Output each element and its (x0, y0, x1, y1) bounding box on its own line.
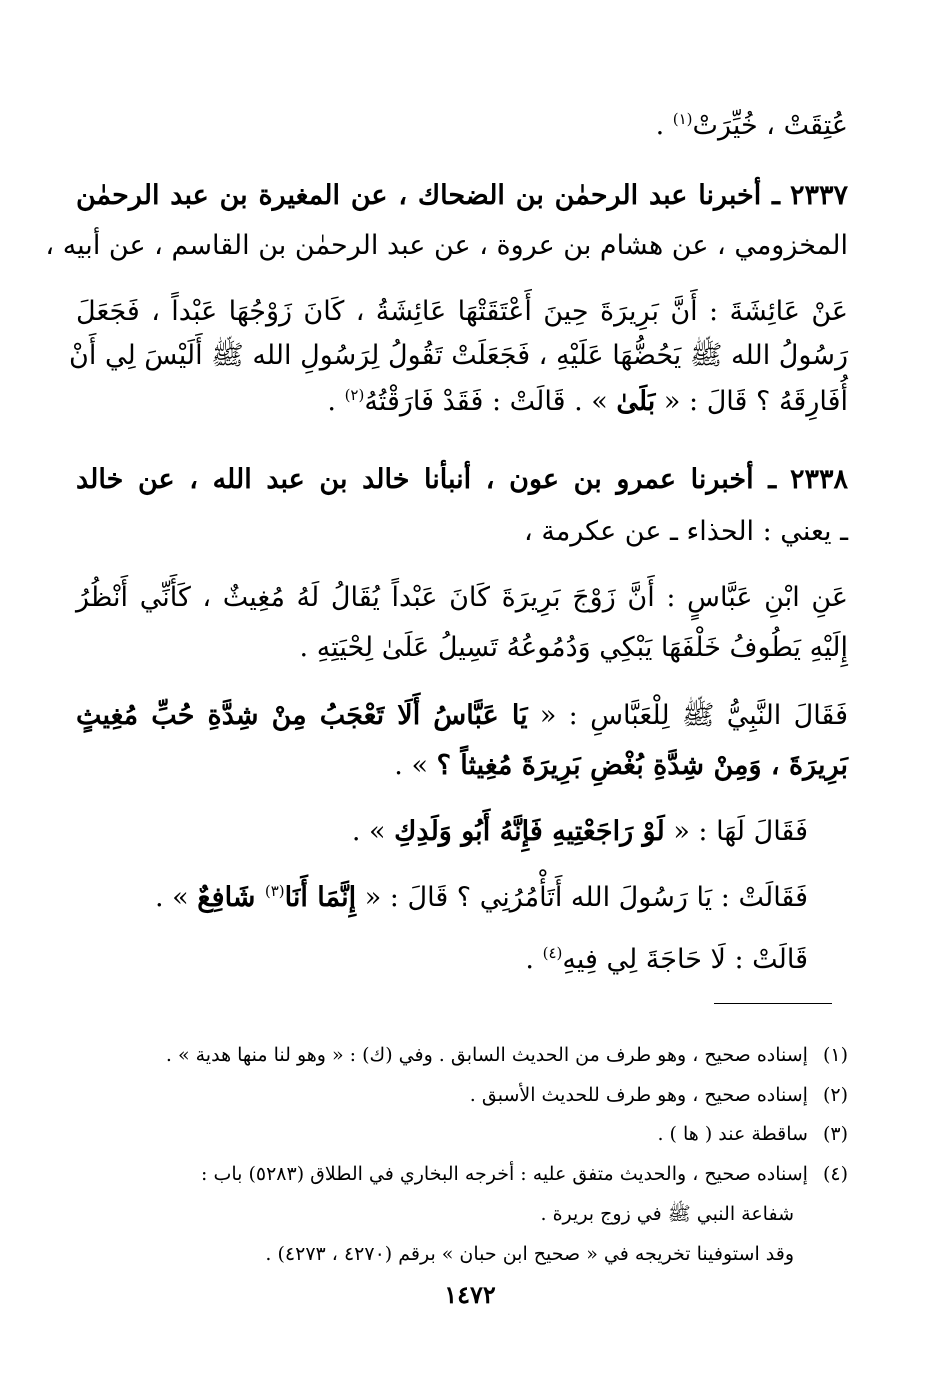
hadith-2337-isnad-line2: المخزومي ، عن هشام بن عروة ، عن عبد الرحمٰن بن القاسم ، عن أبيه ، (45, 230, 848, 261)
footnote-2: (٢) إسناده صحيح ، وهو طرف للحديث الأسبق . (469, 1084, 848, 1106)
page-number: ١٤٧٢ (444, 1280, 496, 1309)
hadith-number-2338: ٢٣٣٨ (789, 464, 848, 495)
hadith-2337-matn-line3: أُفَارِقَهُ ؟ قَالَ : « بَلَىٰ » . قَالَتْ : فَقَدْ فَارَقْتُهُ$^{(٢)}$ . (327, 386, 848, 417)
footnote-4-continuation-2: وقد استوفينا تخريجه في « صحيح ابن حبان » برقم (٤٢٧٠ ، ٤٢٧٣) . (265, 1243, 794, 1265)
hadith-2338-matn-line7: قَالَتْ : لَا حَاجَةَ لِي فِيهِ$^{(٤)}$ . (525, 944, 808, 975)
continuation-line: عُتِقَتْ ، خُيِّرَتْ$^{(١)}$ . (655, 110, 848, 141)
hadith-2338-isnad-line1: ٢٣٣٨ ـ أخبرنا عمرو بن عون ، أنبأنا خالد بن عبد الله ، عن خالد (76, 464, 848, 495)
hadith-2337-isnad-line1: ٢٣٣٧ ـ أخبرنا عبد الرحمٰن بن الضحاك ، عن المغيرة بن عبد الرحمٰن (76, 180, 848, 211)
footnote-ref-3[interactable]: (٣) (264, 882, 285, 900)
hadith-2338-matn-line6: فَقَالَتْ : يَا رَسُولَ الله أَتَأْمُرُنِي ؟ قَالَ : « إِنَّمَا أَنَا$^{(٣)}$ شَافِعٌ » . (155, 882, 808, 913)
footnote-divider (714, 1003, 832, 1004)
hadith-2338-matn-line2: إِلَيْهِ يَطُوفُ خَلْفَهَا يَبْكِي وَدُمُوعُهُ تَسِيلُ عَلَىٰ لِحْيَتِهِ . (299, 632, 848, 663)
footnote-3: (٣) ساقطة عند ( ها ) . (657, 1123, 848, 1145)
footnote-ref-2[interactable]: (٢) (344, 386, 365, 404)
book-page (45, 0, 848, 1373)
hadith-2338-matn-line3: فَقَالَ النَّبِيُّ ﷺ لِلْعَبَّاسِ : « يَا عَبَّاسُ أَلَا تَعْجَبُ مِنْ شِدَّةِ حُبِّ مُغِيثٍ (76, 700, 848, 731)
footnote-ref-4[interactable]: (٤) (542, 944, 563, 962)
hadith-2338-isnad-line2: ـ يعني : الحذاء ـ عن عكرمة ، (524, 516, 848, 547)
hadith-2337-matn-line1: عَنْ عَائِشَةَ : أَنَّ بَرِيرَةَ حِينَ أَعْتَقَتْهَا عَائِشَةُ ، كَانَ زَوْجُهَا عَبْداً ، فَجَعَلَ (76, 296, 848, 327)
footnote-4-continuation-1: شفاعة النبي ﷺ في زوج بريرة . (540, 1203, 794, 1225)
hadith-number-2337: ٢٣٣٧ (789, 180, 848, 211)
footnote-ref-1[interactable]: (١) (672, 110, 693, 128)
hadith-2338-matn-line1: عَنِ ابْنِ عَبَّاسٍ : أَنَّ زَوْجَ بَرِيرَةَ كَانَ عَبْداً يُقَالُ لَهُ مُغِيثٌ ، كَأَنِّي أَنْظُرُ (76, 582, 848, 613)
continuation-text: عُتِقَتْ ، خُيِّرَتْ (692, 110, 848, 141)
footnote-4: (٤) إسناده صحيح ، والحديث متفق عليه : أخرجه البخاري في الطلاق (٥٢٨٣) باب : (201, 1163, 848, 1185)
hadith-2338-matn-line5: فَقَالَ لَهَا : « لَوْ رَاجَعْتِيهِ فَإِنَّهُ أَبُو وَلَدِكِ » . (351, 816, 808, 847)
footnote-1: (١) إسناده صحيح ، وهو طرف من الحديث السابق . وفي (ك) : « وهو لنا منها هدية » . (165, 1044, 848, 1066)
hadith-2338-matn-line4: بَرِيرَةَ ، وَمِنْ شِدَّةِ بُغْضِ بَرِيرَةَ مُغِيثاً ؟ » . (394, 750, 848, 781)
hadith-2337-matn-line2: رَسُولُ الله ﷺ يَحُضُّهَا عَلَيْهِ ، فَجَعَلَتْ تَقُولُ لِرَسُولِ الله ﷺ أَلَيْسَ لِي أَنْ (69, 340, 848, 371)
